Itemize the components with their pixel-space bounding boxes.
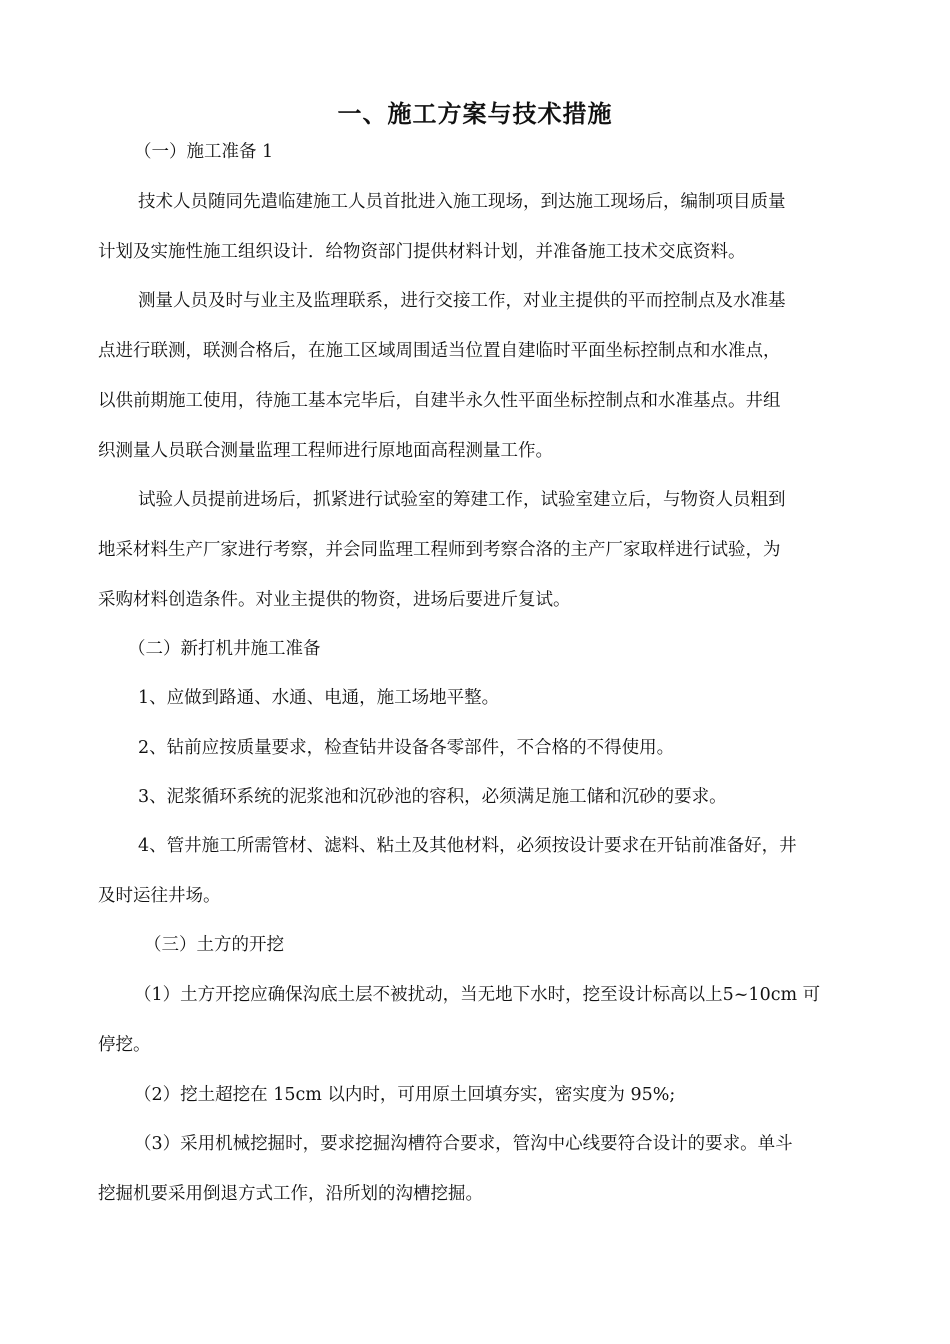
paragraph-item-2 bbox=[98, 723, 858, 773]
text-line: 3、泥浆循环系统的泥浆池和沉砂池的容积，必须满足施工储和沉砂的要求。 bbox=[138, 787, 727, 807]
paragraph-excavation-2 bbox=[98, 1070, 858, 1120]
text-line: 试验人员提前进场后，抓紧进行试验室的筹建工作，试验室建立后，与物资人员粗到 bbox=[138, 490, 786, 510]
text-line: 技术人员随同先遣临建施工人员首批进入施工现场，到达施工现场后，编制项目质量 bbox=[138, 192, 786, 212]
text-line: （二）新打机井施工准备 bbox=[128, 639, 321, 659]
paragraph-testing-staff bbox=[98, 475, 858, 625]
text-line: 采购材料创造条件。对业主提供的物资，进场后要进斤复试。 bbox=[98, 590, 571, 610]
paragraph-well-prep-heading bbox=[98, 624, 858, 674]
text-line: （一）施工准备 1 bbox=[134, 142, 274, 162]
paragraph-excavation-3 bbox=[98, 1119, 858, 1219]
text-line: 以供前期施工使用，待施工基本完毕后，自建半永久性平面坐标控制点和水准基点。井组 bbox=[98, 391, 781, 411]
paragraph-technical-staff bbox=[98, 177, 858, 277]
paragraph-item-1 bbox=[98, 673, 858, 723]
text-line: 点进行联测，联测合格后，在施工区域周围适当位置自建临时平面坐标控制点和水准点， bbox=[98, 341, 781, 361]
text-line: 地采材料生产厂家进行考察，并会同监理工程师到考察合洛的主产厂家取样进行试验，为 bbox=[98, 540, 781, 560]
paragraph-item-3 bbox=[98, 772, 858, 822]
text-line: 及时运往井场。 bbox=[98, 886, 221, 906]
text-line: 挖掘机要采用倒退方式工作，沿所划的沟槽挖掘。 bbox=[98, 1184, 483, 1204]
paragraph-excavation-1 bbox=[98, 970, 858, 1070]
text-line: 停挖。 bbox=[98, 1035, 151, 1055]
text-line: （1）土方开挖应确保沟底土层不被扰动，当无地下水时，挖至设计标高以上5~10cm 可 bbox=[134, 985, 821, 1005]
text-line: 织测量人员联合测量监理工程师进行原地面高程测量工作。 bbox=[98, 441, 553, 461]
document-title: 一、施工方案与技术措施 bbox=[337, 99, 613, 128]
text-line: 计划及实施性施工组织设计．给物资部门提供材料计划，并准备施工技术交底资料。 bbox=[98, 242, 746, 262]
text-line: 2、钻前应按质量要求，检查钻井设备各零部件，不合格的不得使用。 bbox=[138, 738, 675, 758]
text-line: （3）采用机械挖掘时，要求挖掘沟槽符合要求，管沟中心线要符合设计的要求。单斗 bbox=[134, 1134, 793, 1154]
paragraph-excavation-heading bbox=[98, 920, 858, 970]
text-line: 1、应做到路通、水通、电通，施工场地平整。 bbox=[138, 688, 500, 708]
paragraph-prep-heading bbox=[98, 127, 858, 177]
text-line: （2）挖土超挖在 15cm 以内时，可用原土回填夯实，密实度为 95%; bbox=[134, 1085, 676, 1105]
text-line: 测量人员及时与业主及监理联系，进行交接工作，对业主提供的平而控制点及水准基 bbox=[138, 291, 786, 311]
text-line: （三）土方的开挖 bbox=[144, 935, 284, 955]
text-line: 4、管井施工所需管材、滤料、粘土及其他材料，必须按设计要求在开钻前准备好，井 bbox=[138, 836, 797, 856]
paragraph-item-4 bbox=[98, 821, 858, 921]
paragraph-survey-staff bbox=[98, 276, 858, 476]
